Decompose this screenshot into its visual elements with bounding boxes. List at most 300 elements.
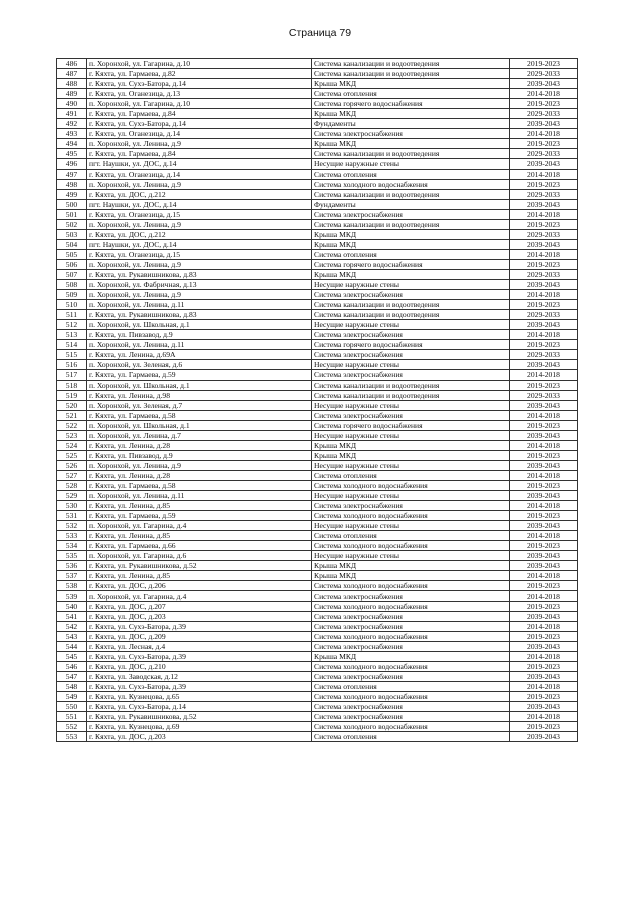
period-cell: 2014-2018 xyxy=(510,681,578,691)
table-row xyxy=(57,290,578,300)
period-cell: 2019-2023 xyxy=(510,480,578,490)
address-cell: г. Кяхта, ул. ДОС, д.209 xyxy=(87,631,312,641)
system-cell: Система электроснабжения xyxy=(312,641,510,651)
address-cell: г. Кяхта, ул. ДОС, д.212 xyxy=(87,189,312,199)
system-cell: Система горячего водоснабжения xyxy=(312,99,510,109)
table-row xyxy=(57,199,578,209)
period-cell: 2019-2023 xyxy=(510,420,578,430)
address-cell: п. Хоронхой, ул. Гагарина, д.6 xyxy=(87,551,312,561)
period-cell: 2014-2018 xyxy=(510,440,578,450)
row-number-cell: 529 xyxy=(57,491,87,501)
row-number-cell: 532 xyxy=(57,521,87,531)
address-cell: г. Кяхта, ул. Сухэ-Батора, д.14 xyxy=(87,119,312,129)
period-cell: 2014-2018 xyxy=(510,591,578,601)
address-cell: г. Кяхта, ул. Ленина, д.69А xyxy=(87,350,312,360)
address-cell: г. Кяхта, ул. Ленина, д.85 xyxy=(87,531,312,541)
table-row xyxy=(57,340,578,350)
address-cell: г. Кяхта, ул. Гармаева, д.59 xyxy=(87,370,312,380)
period-cell: 2039-2043 xyxy=(510,702,578,712)
table-row xyxy=(57,541,578,551)
period-cell: 2014-2018 xyxy=(510,651,578,661)
system-cell: Система электроснабжения xyxy=(312,290,510,300)
table-row xyxy=(57,531,578,541)
address-cell: г. Кяхта, ул. ДОС, д.206 xyxy=(87,581,312,591)
period-cell: 2019-2023 xyxy=(510,259,578,269)
system-cell: Система отопления xyxy=(312,169,510,179)
system-cell: Несущие наружные стены xyxy=(312,551,510,561)
table-row xyxy=(57,350,578,360)
period-cell: 2014-2018 xyxy=(510,621,578,631)
period-cell: 2014-2018 xyxy=(510,501,578,511)
row-number-cell: 551 xyxy=(57,712,87,722)
period-cell: 2014-2018 xyxy=(510,370,578,380)
page-title: Страница 79 xyxy=(288,27,352,39)
address-cell: г. Кяхта, ул. Гармаева, д.66 xyxy=(87,541,312,551)
table-row xyxy=(57,460,578,470)
system-cell: Несущие наружные стены xyxy=(312,491,510,501)
table-row xyxy=(57,99,578,109)
table-row xyxy=(57,671,578,681)
table-row xyxy=(57,470,578,480)
period-cell: 2029-2033 xyxy=(510,350,578,360)
period-cell: 2029-2033 xyxy=(510,189,578,199)
table-row xyxy=(57,551,578,561)
row-number-cell: 543 xyxy=(57,631,87,641)
row-number-cell: 492 xyxy=(57,119,87,129)
address-cell: п. Хоронхой, ул. Ленина, д.9 xyxy=(87,139,312,149)
table-row xyxy=(57,59,578,69)
address-cell: п. Хоронхой, ул. Гагарина, д.4 xyxy=(87,521,312,531)
address-cell: г. Кяхта, ул. Рукавишникова, д.83 xyxy=(87,269,312,279)
system-cell: Система электроснабжения xyxy=(312,501,510,511)
period-cell: 2019-2023 xyxy=(510,661,578,671)
row-number-cell: 500 xyxy=(57,199,87,209)
row-number-cell: 488 xyxy=(57,79,87,89)
table-body xyxy=(57,59,578,742)
table-row xyxy=(57,430,578,440)
address-cell: п. Хоронхой, ул. Гагарина, д.10 xyxy=(87,99,312,109)
period-cell: 2039-2043 xyxy=(510,239,578,249)
address-cell: г. Кяхта, ул. ДОС, д.203 xyxy=(87,732,312,742)
row-number-cell: 507 xyxy=(57,269,87,279)
period-cell: 2029-2033 xyxy=(510,149,578,159)
address-cell: п. Хоронхой, ул. Школьная, д.1 xyxy=(87,380,312,390)
row-number-cell: 497 xyxy=(57,169,87,179)
period-cell: 2039-2043 xyxy=(510,400,578,410)
repair-schedule-table xyxy=(56,58,578,742)
table-row xyxy=(57,440,578,450)
address-cell: п. Хоронхой, ул. Ленина, д.7 xyxy=(87,430,312,440)
address-cell: г. Кяхта, ул. Гармаева, д.82 xyxy=(87,69,312,79)
period-cell: 2014-2018 xyxy=(510,249,578,259)
system-cell: Крыша МКД xyxy=(312,651,510,661)
address-cell: п. Хоронхой, ул. Ленина, д.11 xyxy=(87,491,312,501)
system-cell: Крыша МКД xyxy=(312,79,510,89)
row-number-cell: 533 xyxy=(57,531,87,541)
period-cell: 2039-2043 xyxy=(510,521,578,531)
system-cell: Система электроснабжения xyxy=(312,330,510,340)
address-cell: г. Кяхта, ул. Ленина, д.28 xyxy=(87,440,312,450)
table-row xyxy=(57,149,578,159)
row-number-cell: 525 xyxy=(57,450,87,460)
row-number-cell: 546 xyxy=(57,661,87,671)
address-cell: п. Хоронхой, ул. Зеленая, д.7 xyxy=(87,400,312,410)
system-cell: Система канализации и водоотведения xyxy=(312,69,510,79)
system-cell: Система электроснабжения xyxy=(312,621,510,631)
row-number-cell: 527 xyxy=(57,470,87,480)
row-number-cell: 519 xyxy=(57,390,87,400)
address-cell: г. Кяхта, ул. Сухэ-Батора, д.14 xyxy=(87,79,312,89)
address-cell: г. Кяхта, ул. Оганезица, д.15 xyxy=(87,209,312,219)
address-cell: п. Хоронхой, ул. Зеленая, д.6 xyxy=(87,360,312,370)
table-row xyxy=(57,310,578,320)
period-cell: 2029-2033 xyxy=(510,109,578,119)
system-cell: Система холодного водоснабжения xyxy=(312,480,510,490)
period-cell: 2039-2043 xyxy=(510,430,578,440)
system-cell: Система канализации и водоотведения xyxy=(312,149,510,159)
period-cell: 2019-2023 xyxy=(510,541,578,551)
system-cell: Система отопления xyxy=(312,249,510,259)
period-cell: 2029-2033 xyxy=(510,310,578,320)
system-cell: Система канализации и водоотведения xyxy=(312,380,510,390)
row-number-cell: 491 xyxy=(57,109,87,119)
address-cell: п. Хоронхой, ул. Фабричная, д.13 xyxy=(87,280,312,290)
row-number-cell: 487 xyxy=(57,69,87,79)
period-cell: 2014-2018 xyxy=(510,531,578,541)
address-cell: пгт. Наушки, ул. ДОС, д.14 xyxy=(87,199,312,209)
table-row xyxy=(57,390,578,400)
table-row xyxy=(57,521,578,531)
row-number-cell: 517 xyxy=(57,370,87,380)
system-cell: Система холодного водоснабжения xyxy=(312,601,510,611)
period-cell: 2019-2023 xyxy=(510,511,578,521)
system-cell: Система холодного водоснабжения xyxy=(312,541,510,551)
period-cell: 2029-2033 xyxy=(510,390,578,400)
row-number-cell: 504 xyxy=(57,239,87,249)
table-row xyxy=(57,89,578,99)
row-number-cell: 514 xyxy=(57,340,87,350)
row-number-cell: 552 xyxy=(57,722,87,732)
address-cell: г. Кяхта, ул. Сухэ-Батора, д.39 xyxy=(87,651,312,661)
system-cell: Система горячего водоснабжения xyxy=(312,259,510,269)
row-number-cell: 544 xyxy=(57,641,87,651)
row-number-cell: 541 xyxy=(57,611,87,621)
system-cell: Система электроснабжения xyxy=(312,611,510,621)
system-cell: Фундаменты xyxy=(312,119,510,129)
address-cell: г. Кяхта, ул. Пивзавод, д.9 xyxy=(87,330,312,340)
address-cell: пгт. Наушки, ул. ДОС, д.14 xyxy=(87,159,312,169)
address-cell: г. Кяхта, ул. Заводская, д.12 xyxy=(87,671,312,681)
period-cell: 2039-2043 xyxy=(510,119,578,129)
period-cell: 2014-2018 xyxy=(510,209,578,219)
system-cell: Система отопления xyxy=(312,531,510,541)
table-row xyxy=(57,79,578,89)
table-row xyxy=(57,239,578,249)
table-row xyxy=(57,561,578,571)
system-cell: Система канализации и водоотведения xyxy=(312,59,510,69)
table-row xyxy=(57,189,578,199)
row-number-cell: 518 xyxy=(57,380,87,390)
address-cell: г. Кяхта, ул. Сухэ-Батора, д.39 xyxy=(87,681,312,691)
address-cell: п. Хоронхой, ул. Школьная, д.1 xyxy=(87,420,312,430)
row-number-cell: 542 xyxy=(57,621,87,631)
address-cell: п. Хоронхой, ул. Ленина, д.11 xyxy=(87,340,312,350)
system-cell: Система электроснабжения xyxy=(312,209,510,219)
system-cell: Крыша МКД xyxy=(312,229,510,239)
address-cell: п. Хоронхой, ул. Ленина, д.9 xyxy=(87,259,312,269)
row-number-cell: 505 xyxy=(57,249,87,259)
address-cell: г. Кяхта, ул. Оганезица, д.14 xyxy=(87,169,312,179)
system-cell: Система отопления xyxy=(312,681,510,691)
table-row xyxy=(57,209,578,219)
system-cell: Система холодного водоснабжения xyxy=(312,691,510,701)
table-row xyxy=(57,159,578,169)
address-cell: г. Кяхта, ул. Гармаева, д.59 xyxy=(87,511,312,521)
address-cell: г. Кяхта, ул. ДОС, д.212 xyxy=(87,229,312,239)
table-row xyxy=(57,280,578,290)
address-cell: п. Хоронхой, ул. Ленина, д.9 xyxy=(87,179,312,189)
period-cell: 2039-2043 xyxy=(510,159,578,169)
period-cell: 2014-2018 xyxy=(510,410,578,420)
row-number-cell: 550 xyxy=(57,702,87,712)
table-row xyxy=(57,571,578,581)
row-number-cell: 526 xyxy=(57,460,87,470)
address-cell: п. Хоронхой, ул. Ленина, д.11 xyxy=(87,300,312,310)
row-number-cell: 496 xyxy=(57,159,87,169)
row-number-cell: 538 xyxy=(57,581,87,591)
row-number-cell: 548 xyxy=(57,681,87,691)
system-cell: Система канализации и водоотведения xyxy=(312,189,510,199)
table-row xyxy=(57,491,578,501)
row-number-cell: 534 xyxy=(57,541,87,551)
row-number-cell: 549 xyxy=(57,691,87,701)
system-cell: Крыша МКД xyxy=(312,109,510,119)
period-cell: 2019-2023 xyxy=(510,380,578,390)
system-cell: Крыша МКД xyxy=(312,440,510,450)
table-row xyxy=(57,370,578,380)
table-row xyxy=(57,651,578,661)
system-cell: Несущие наружные стены xyxy=(312,460,510,470)
table-row xyxy=(57,360,578,370)
table-row xyxy=(57,300,578,310)
row-number-cell: 547 xyxy=(57,671,87,681)
system-cell: Система холодного водоснабжения xyxy=(312,661,510,671)
table-row xyxy=(57,501,578,511)
row-number-cell: 510 xyxy=(57,300,87,310)
period-cell: 2039-2043 xyxy=(510,551,578,561)
table-row xyxy=(57,410,578,420)
table-row xyxy=(57,722,578,732)
period-cell: 2014-2018 xyxy=(510,470,578,480)
period-cell: 2039-2043 xyxy=(510,732,578,742)
period-cell: 2014-2018 xyxy=(510,290,578,300)
address-cell: г. Кяхта, ул. Кузнецова, д.65 xyxy=(87,691,312,701)
row-number-cell: 531 xyxy=(57,511,87,521)
row-number-cell: 520 xyxy=(57,400,87,410)
table-row xyxy=(57,591,578,601)
address-cell: г. Кяхта, ул. ДОС, д.203 xyxy=(87,611,312,621)
address-cell: г. Кяхта, ул. Оганезица, д.13 xyxy=(87,89,312,99)
address-cell: г. Кяхта, ул. Гармаева, д.84 xyxy=(87,149,312,159)
row-number-cell: 535 xyxy=(57,551,87,561)
period-cell: 2039-2043 xyxy=(510,561,578,571)
period-cell: 2019-2023 xyxy=(510,631,578,641)
system-cell: Система холодного водоснабжения xyxy=(312,179,510,189)
system-cell: Система отопления xyxy=(312,89,510,99)
period-cell: 2019-2023 xyxy=(510,450,578,460)
table-row xyxy=(57,661,578,671)
system-cell: Крыша МКД xyxy=(312,571,510,581)
address-cell: г. Кяхта, ул. Оганезица, д.14 xyxy=(87,129,312,139)
period-cell: 2039-2043 xyxy=(510,641,578,651)
system-cell: Система электроснабжения xyxy=(312,702,510,712)
table-row xyxy=(57,109,578,119)
period-cell: 2019-2023 xyxy=(510,722,578,732)
system-cell: Система электроснабжения xyxy=(312,671,510,681)
address-cell: п. Хоронхой, ул. Ленина, д.9 xyxy=(87,219,312,229)
table-row xyxy=(57,380,578,390)
period-cell: 2019-2023 xyxy=(510,139,578,149)
address-cell: г. Кяхта, ул. ДОС, д.207 xyxy=(87,601,312,611)
row-number-cell: 522 xyxy=(57,420,87,430)
system-cell: Крыша МКД xyxy=(312,561,510,571)
table-row xyxy=(57,119,578,129)
system-cell: Система холодного водоснабжения xyxy=(312,631,510,641)
row-number-cell: 511 xyxy=(57,310,87,320)
table-row xyxy=(57,712,578,722)
row-number-cell: 545 xyxy=(57,651,87,661)
period-cell: 2039-2043 xyxy=(510,460,578,470)
row-number-cell: 524 xyxy=(57,440,87,450)
system-cell: Несущие наружные стены xyxy=(312,320,510,330)
system-cell: Крыша МКД xyxy=(312,239,510,249)
table-row xyxy=(57,621,578,631)
table-row xyxy=(57,691,578,701)
address-cell: п. Хоронхой, ул. Ленина, д.9 xyxy=(87,290,312,300)
period-cell: 2014-2018 xyxy=(510,330,578,340)
table-row xyxy=(57,581,578,591)
table-row xyxy=(57,249,578,259)
period-cell: 2039-2043 xyxy=(510,199,578,209)
row-number-cell: 537 xyxy=(57,571,87,581)
address-cell: г. Кяхта, ул. Ленина, д.85 xyxy=(87,571,312,581)
table-row xyxy=(57,400,578,410)
table-row xyxy=(57,169,578,179)
table-row xyxy=(57,631,578,641)
row-number-cell: 490 xyxy=(57,99,87,109)
system-cell: Несущие наружные стены xyxy=(312,360,510,370)
address-cell: г. Кяхта, ул. Гармаева, д.58 xyxy=(87,410,312,420)
address-cell: г. Кяхта, ул. Ленина, д.85 xyxy=(87,501,312,511)
row-number-cell: 503 xyxy=(57,229,87,239)
row-number-cell: 528 xyxy=(57,480,87,490)
period-cell: 2014-2018 xyxy=(510,129,578,139)
period-cell: 2019-2023 xyxy=(510,179,578,189)
address-cell: г. Кяхта, ул. Рукавишникова, д.83 xyxy=(87,310,312,320)
period-cell: 2014-2018 xyxy=(510,89,578,99)
row-number-cell: 494 xyxy=(57,139,87,149)
row-number-cell: 508 xyxy=(57,280,87,290)
row-number-cell: 521 xyxy=(57,410,87,420)
row-number-cell: 515 xyxy=(57,350,87,360)
table-row xyxy=(57,139,578,149)
table-row xyxy=(57,601,578,611)
system-cell: Система электроснабжения xyxy=(312,350,510,360)
row-number-cell: 501 xyxy=(57,209,87,219)
system-cell: Система электроснабжения xyxy=(312,712,510,722)
period-cell: 2039-2043 xyxy=(510,491,578,501)
table-row xyxy=(57,69,578,79)
period-cell: 2019-2023 xyxy=(510,99,578,109)
address-cell: п. Хоронхой, ул. Гагарина, д.10 xyxy=(87,59,312,69)
address-cell: г. Кяхта, ул. Кузнецова, д.69 xyxy=(87,722,312,732)
address-cell: п. Хоронхой, ул. Школьная, д.1 xyxy=(87,320,312,330)
period-cell: 2019-2023 xyxy=(510,691,578,701)
period-cell: 2039-2043 xyxy=(510,280,578,290)
system-cell: Система канализации и водоотведения xyxy=(312,219,510,229)
system-cell: Система горячего водоснабжения xyxy=(312,420,510,430)
row-number-cell: 539 xyxy=(57,591,87,601)
table-row xyxy=(57,732,578,742)
period-cell: 2039-2043 xyxy=(510,611,578,621)
address-cell: г. Кяхта, ул. Гармаева, д.84 xyxy=(87,109,312,119)
system-cell: Система отопления xyxy=(312,470,510,480)
period-cell: 2039-2043 xyxy=(510,360,578,370)
row-number-cell: 530 xyxy=(57,501,87,511)
row-number-cell: 540 xyxy=(57,601,87,611)
table-row xyxy=(57,269,578,279)
system-cell: Система электроснабжения xyxy=(312,370,510,380)
table-row xyxy=(57,320,578,330)
table-row xyxy=(57,702,578,712)
period-cell: 2039-2043 xyxy=(510,79,578,89)
period-cell: 2019-2023 xyxy=(510,59,578,69)
table-row xyxy=(57,450,578,460)
row-number-cell: 523 xyxy=(57,430,87,440)
address-cell: г. Кяхта, ул. Пивзавод, д.9 xyxy=(87,450,312,460)
period-cell: 2019-2023 xyxy=(510,581,578,591)
address-cell: г. Кяхта, ул. Сухэ-Батора, д.39 xyxy=(87,621,312,631)
period-cell: 2014-2018 xyxy=(510,712,578,722)
row-number-cell: 489 xyxy=(57,89,87,99)
table-row xyxy=(57,420,578,430)
address-cell: г. Кяхта, ул. Оганезица, д.15 xyxy=(87,249,312,259)
system-cell: Система отопления xyxy=(312,732,510,742)
address-cell: г. Кяхта, ул. Лесная, д.4 xyxy=(87,641,312,651)
system-cell: Крыша МКД xyxy=(312,269,510,279)
address-cell: г. Кяхта, ул. Рукавишникова, д.52 xyxy=(87,561,312,571)
address-cell: г. Кяхта, ул. Ленина, д.98 xyxy=(87,390,312,400)
table-row xyxy=(57,480,578,490)
period-cell: 2014-2018 xyxy=(510,169,578,179)
table-row xyxy=(57,259,578,269)
table-row xyxy=(57,641,578,651)
address-cell: г. Кяхта, ул. Сухэ-Батора, д.14 xyxy=(87,702,312,712)
address-cell: г. Кяхта, ул. ДОС, д.210 xyxy=(87,661,312,671)
period-cell: 2014-2018 xyxy=(510,571,578,581)
table-row xyxy=(57,611,578,621)
period-cell: 2019-2023 xyxy=(510,601,578,611)
row-number-cell: 506 xyxy=(57,259,87,269)
system-cell: Система горячего водоснабжения xyxy=(312,340,510,350)
system-cell: Несущие наружные стены xyxy=(312,280,510,290)
period-cell: 2039-2043 xyxy=(510,320,578,330)
system-cell: Несущие наружные стены xyxy=(312,400,510,410)
system-cell: Система электроснабжения xyxy=(312,129,510,139)
system-cell: Несущие наружные стены xyxy=(312,430,510,440)
system-cell: Система канализации и водоотведения xyxy=(312,300,510,310)
system-cell: Система канализации и водоотведения xyxy=(312,310,510,320)
